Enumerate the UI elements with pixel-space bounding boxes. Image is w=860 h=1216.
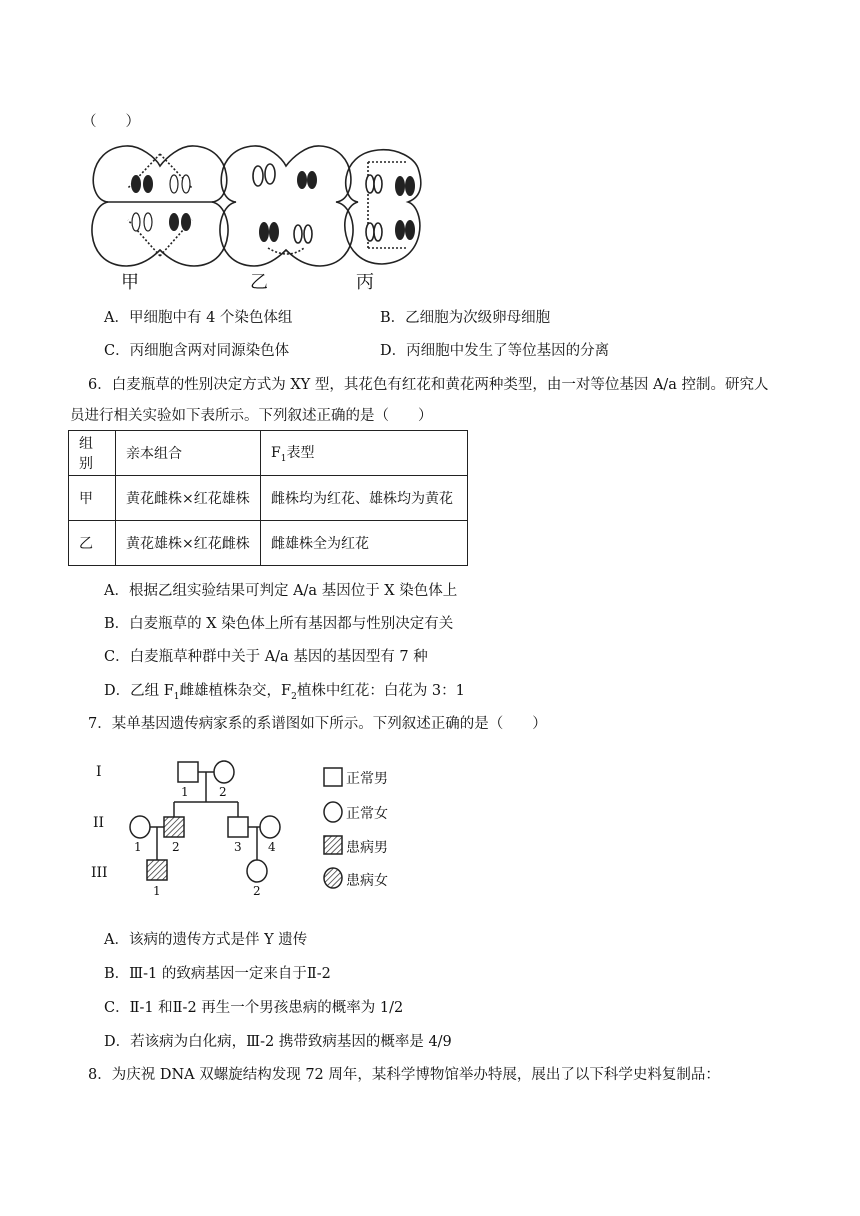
- q6-option-b[interactable]: B．白麦瓶草的 X 染色体上所有基因都与性别决定有关: [104, 616, 454, 632]
- pedigree-number: 2: [253, 884, 261, 898]
- legend-label: 患病女: [346, 873, 388, 889]
- q7-option-d[interactable]: D．若该病为白化病，Ⅲ-2 携带致病基因的概率是 4/9: [104, 1034, 452, 1050]
- table-row: [69, 521, 468, 566]
- table-header-cell: 亲本组合: [116, 431, 261, 476]
- table-cell: 雌株均为红花、雄株均为黄花: [261, 476, 468, 521]
- q6-option-a[interactable]: A．根据乙组实验结果可判定 A/a 基因位于 X 染色体上: [104, 583, 458, 599]
- legend-label: 正常女: [346, 806, 388, 822]
- legend-normal-female-icon: [324, 802, 342, 822]
- table-header-cell: $F_1$表型: [261, 431, 468, 476]
- q7-option-c[interactable]: C．Ⅱ-1 和Ⅱ-2 再生一个男孩患病的概率为 1/2: [104, 1000, 404, 1016]
- pedigree-number: 2: [219, 785, 227, 799]
- legend-affected-female-icon: [324, 868, 342, 888]
- pedigree-number: 1: [153, 884, 161, 898]
- q7-option-a[interactable]: A．该病的遗传方式是伴 Y 遗传: [104, 932, 308, 948]
- table-cell: 黄花雄株×红花雌株: [116, 521, 261, 566]
- legend-label: 正常男: [346, 771, 388, 787]
- pedigree-legend: [322, 766, 346, 886]
- pedigree-i1-normal-male: [178, 762, 198, 782]
- legend-label: 患病男: [346, 840, 388, 856]
- cell-bing: [345, 150, 421, 264]
- q5-option-d[interactable]: D．丙细胞中发生了等位基因的分离: [380, 343, 610, 359]
- table-header-row: [69, 431, 468, 476]
- q7-stem: 7．某单基因遗传病家系的系谱图如下所示。下列叙述正确的是（ ）: [88, 716, 547, 732]
- q6-stem-line1: 6．白麦瓶草的性别决定方式为 XY 型，其花色有红花和黄花两种类型，由一对等位基因 A/a 控制。研究人: [88, 377, 769, 393]
- generation-label-2: II: [93, 815, 105, 831]
- cell-yi: [220, 146, 353, 266]
- generation-label-1: I: [96, 764, 102, 780]
- table-row: [69, 476, 468, 521]
- pedigree-i2-normal-female: [214, 761, 234, 783]
- q8-stem: 8．为庆祝 DNA 双螺旋结构发现 72 周年，某科学博物馆举办特展，展出了以下科学史料复制品：: [88, 1067, 720, 1083]
- cell-label-jia: 甲: [121, 272, 139, 293]
- table-cell: 乙: [69, 521, 116, 566]
- q6-option-c[interactable]: C．白麦瓶草种群中关于 A/a 基因的基因型有 7 种: [104, 649, 428, 665]
- q5-option-c[interactable]: C．丙细胞含两对同源染色体: [104, 343, 290, 359]
- pedigree-iii2-normal-female: [247, 860, 267, 882]
- pedigree-number: 3: [234, 840, 242, 854]
- q7-option-b[interactable]: B．Ⅲ-1 的致病基因一定来自于Ⅱ-2: [104, 966, 331, 982]
- pedigree-ii2-affected-male: [164, 817, 184, 837]
- pedigree-iii1-affected-male: [147, 860, 167, 880]
- generation-label-3: III: [91, 865, 108, 881]
- pedigree-number: 4: [268, 840, 276, 854]
- q5-option-b[interactable]: B．乙细胞为次级卵母细胞: [380, 310, 551, 326]
- table-header-cell: 组别: [69, 431, 116, 476]
- legend-affected-male-icon: [324, 836, 342, 854]
- table-cell: 甲: [69, 476, 116, 521]
- table-cell: 黄花雌株×红花雄株: [116, 476, 261, 521]
- pedigree-ii3-normal-male: [228, 817, 248, 837]
- cell-jia: [92, 146, 228, 266]
- legend-normal-male-icon: [324, 768, 342, 786]
- q6-data-table: [68, 430, 468, 566]
- q6-stem-line2: 员进行相关实验如下表所示。下列叙述正确的是（ ）: [70, 408, 433, 424]
- pedigree-number: 1: [181, 785, 189, 799]
- pedigree-number: 1: [134, 840, 142, 854]
- cell-label-bing: 丙: [356, 272, 374, 293]
- pedigree-ii1-normal-female: [130, 816, 150, 838]
- q6-option-d[interactable]: D．乙组 $F_1$雌雄植株杂交，$F_2$植株中红花：白花为 3：1: [104, 683, 465, 702]
- q5-option-a[interactable]: A．甲细胞中有 4 个染色体组: [104, 310, 293, 326]
- pedigree-number: 2: [172, 840, 180, 854]
- q5-answer-bracket: （ ）: [82, 114, 140, 130]
- cell-label-yi: 乙: [250, 272, 268, 293]
- table-cell: 雌雄株全为红花: [261, 521, 468, 566]
- pedigree-ii4-normal-female: [260, 816, 280, 838]
